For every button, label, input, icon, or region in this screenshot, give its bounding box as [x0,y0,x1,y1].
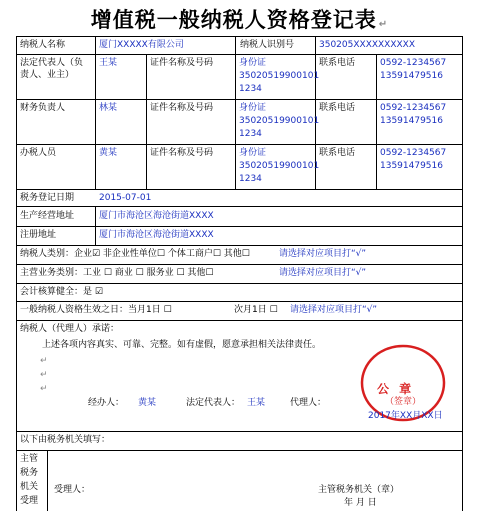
id-value: 35020519900101 [239,161,320,171]
grid-line [376,54,377,189]
grid-line [16,320,462,321]
id-value: 身份证 [239,103,267,113]
id-value: 35020519900101 [239,71,320,81]
grid-line [16,301,462,302]
legal-rep-sign-label: 法定代表人： [186,398,241,408]
grid-line [16,283,462,284]
grid-line [16,36,462,37]
industry-category: 主营业务类别：工业 ☐ 商业 ☐ 服务业 ☐ 其他☐ [20,268,214,278]
paragraph-mark: ↵ [40,356,48,366]
declaration-label: 纳税人（代理人）承诺： [20,324,120,334]
grid-line [16,245,462,246]
reg-address-value: 厦门市海沧区海沧街道XXXX [99,230,214,240]
handler-label: 经办人： [88,398,125,408]
grid-line [16,226,462,227]
id-value: 1234 [239,174,262,184]
phone-value: 13591479516 [380,161,443,171]
id-type-label: 证件名称及号码 [150,148,214,158]
authority-label: 主管 [20,454,39,464]
phone-value: 13591479516 [380,71,443,81]
id-type-label: 证件名称及号码 [150,58,214,68]
category-hint: 请选择对应项目打“√” [279,249,367,259]
taxpayer-name-value: 厦门XXXXX有限公司 [99,40,184,50]
grid-line [235,36,236,189]
finance-label: 财务负责人 [20,103,66,113]
grid-line [16,431,462,432]
tax-id-label: 纳税人识别号 [240,40,295,50]
seal-subtitle: （签章） [385,397,422,407]
tax-officer-label: 办税人员 [20,148,57,158]
taxpayer-name-label: 纳税人名称 [20,40,66,50]
tax-officer-name: 黄某 [99,148,118,158]
grid-line [146,54,147,189]
seal-date: 2017年XX月XX日 [368,411,443,421]
grid-line [16,189,462,190]
grid-line [16,36,17,511]
legal-rep-name: 王某 [99,58,118,68]
biz-address-label: 生产经营地址 [20,211,75,221]
reg-address-label: 注册地址 [20,230,57,240]
grid-line [16,54,462,55]
reg-date-label: 税务登记日期 [20,193,75,203]
taxpayer-category: 纳税人类别：企业☑ 非企业性单位☐ 个体工商户☐ 其他☐ [20,249,250,259]
form-title: 增值税一般纳税人资格登记表 ↵ [90,7,389,32]
legal-rep-sign-name: 王某 [247,398,266,408]
phone-label: 联系电话 [319,58,356,68]
accounting-status: 会计核算健全：是 ☑ [20,287,103,297]
grid-line [16,264,462,265]
declaration-text: 上述各项内容真实、可靠、完整。如有虚假，愿意承担相关法律责任。 [42,340,322,350]
industry-hint: 请选择对应项目打“√” [279,268,367,278]
grid-line [16,144,462,145]
reg-date-value: 2015-07-01 [99,193,152,203]
date-fields: 年 月 日 [344,498,377,508]
legal-rep-label: 责人、业主） [20,70,75,80]
authority-label: 税务 [20,468,39,478]
phone-label: 联系电话 [319,103,356,113]
grid-line [16,450,462,451]
id-value: 1234 [239,84,262,94]
biz-address-value: 厦门市海沧区海沧街道XXXX [99,211,214,221]
authority-label: 受理 [20,496,39,506]
effective-hint: 请选择对应项目打“√” [290,305,378,315]
phone-value: 0592-1234567 [380,58,447,68]
id-value: 1234 [239,129,262,139]
paragraph-mark: ↵ [40,370,48,380]
agent-label: 代理人： [290,398,327,408]
id-value: 35020519900101 [239,116,320,126]
legal-rep-label: 法定代表人（负 [20,58,84,68]
grid-line [462,36,463,511]
tax-office-section-title: 以下由税务机关填写： [20,435,111,445]
handler-name: 黄某 [138,398,157,408]
grid-line [95,206,96,245]
phone-label: 联系电话 [319,148,356,158]
grid-line [95,36,96,189]
phone-value: 13591479516 [380,116,443,126]
tax-id-value: 350205XXXXXXXXXX [319,40,416,50]
id-value: 身份证 [239,58,267,68]
id-value: 身份证 [239,148,267,158]
seal-text: 公 章 [377,382,415,396]
phone-value: 0592-1234567 [380,103,447,113]
grid-line [16,206,462,207]
paragraph-mark: ↵ [40,384,48,394]
grid-line [16,99,462,100]
effective-date-option: 一般纳税人资格生效之日：当月1日 ☐ [20,305,172,315]
effective-date-option: 次月1日 ☐ [234,305,278,315]
phone-value: 0592-1234567 [380,148,447,158]
authority-seal-label: 主管税务机关（章） [318,485,400,495]
finance-name: 林某 [99,103,118,113]
grid-line [47,450,48,511]
receiver-label: 受理人： [54,485,91,495]
authority-label: 机关 [20,482,39,492]
id-type-label: 证件名称及号码 [150,103,214,113]
